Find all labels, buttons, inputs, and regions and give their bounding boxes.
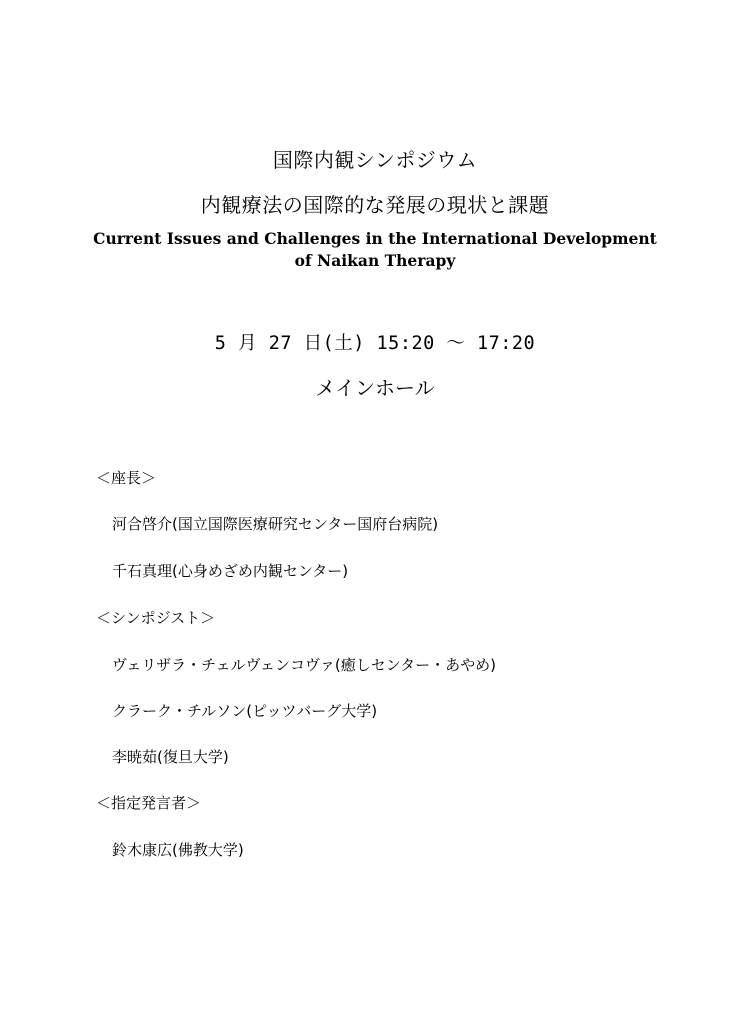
section-heading-discussant: ＜指定発言者＞	[96, 794, 202, 812]
section-heading-symposists: ＜シンポジスト＞	[96, 609, 216, 627]
chair-person-2: 千石真理(心身めざめ内観センター)	[112, 562, 349, 580]
symposist-1: ヴェリザラ・チェルヴェンコヴァ(癒しセンター・あやめ)	[112, 656, 497, 674]
event-datetime: 5 月 27 日(土) 15:20 〜 17:20	[214, 333, 536, 354]
event-venue: メインホール	[315, 376, 435, 400]
symposium-title: 国際内観シンポジウム	[272, 148, 478, 172]
english-title-line-2: of Naikan Therapy	[294, 251, 456, 270]
symposist-3: 李暁茹(復旦大学)	[112, 748, 229, 766]
symposist-2: クラーク・チルソン(ピッツバーグ大学)	[112, 702, 378, 720]
discussant-1: 鈴木康広(佛教大学)	[112, 841, 244, 859]
chair-person-1: 河合啓介(国立国際医療研究センター国府台病院)	[112, 515, 439, 533]
english-title-line-1: Current Issues and Challenges in the International Development	[93, 229, 657, 248]
english-title	[0, 228, 750, 272]
section-heading-chair: ＜座長＞	[96, 469, 157, 487]
symposium-subtitle: 内観療法の国際的な発展の現状と課題	[200, 193, 550, 217]
